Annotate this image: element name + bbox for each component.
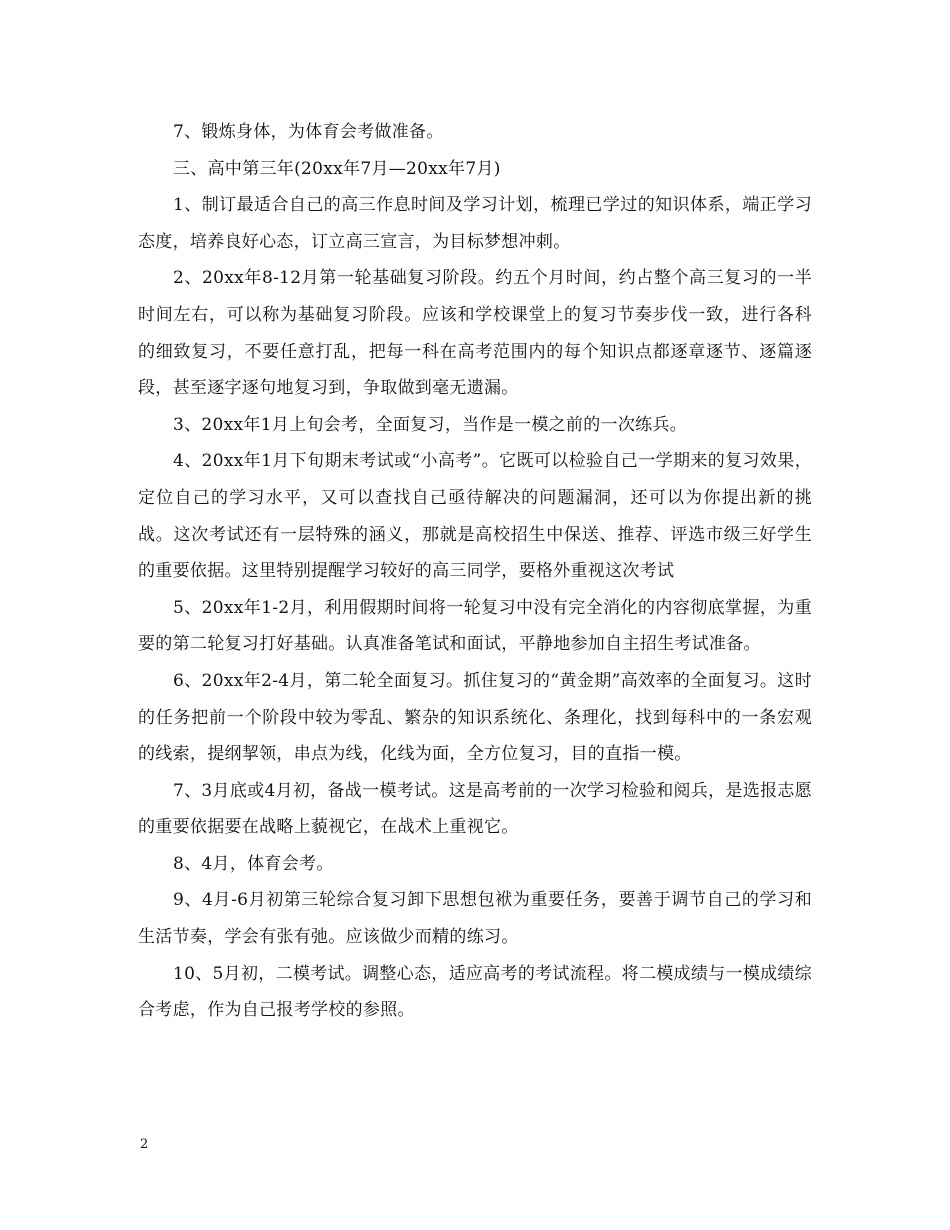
paragraph: 5、20xx年1-2月，利用假期时间将一轮复习中没有完全消化的内容彻底掌握，为重要的第二轮复习打好基础。认真准备笔试和面试，平静地参加自主招生考试准备。: [138, 597, 812, 655]
paragraph: 1、制订最适合自己的高三作息时间及学习计划，梳理已学过的知识体系，端正学习态度，培养良好心态，订立高三宣言，为目标梦想冲刺。: [138, 195, 812, 252]
section-heading: 三、高中第三年(20xx年7月—20xx年7月): [173, 158, 501, 179]
page-number: 2: [140, 1137, 149, 1152]
paragraph: 7、3月底或4月初，备战一模考试。这是高考前的一次学习检验和阅兵，是选报志愿的重要依据要在战略上藐视它，在战术上重视它。: [138, 780, 812, 838]
document-body: [138, 114, 812, 1029]
paragraph: 3、20xx年1月上旬会考，全面复习，当作是一模之前的一次练兵。: [173, 414, 688, 435]
paragraph: 7、锻炼身体，为体育会考做准备。: [173, 122, 444, 142]
paragraph: 10、5月初，二模考试。调整心态，适应高考的考试流程。将二模成绩与一模成绩综合考虑，作为自己报考学校的参照。: [138, 963, 812, 1021]
paragraph: 2、20xx年8-12月第一轮基础复习阶段。约五个月时间，约占整个高三复习的一半时间左右，可以称为基础复习阶段。应该和学校课堂上的复习节奏步伐一致，进行各科的细致复习，不要任意打乱，把每一科在高考范围内的每个知识点都逐章逐节、逐篇逐段，甚至逐字逐句地复习到，争取做到毫无遗漏。: [138, 268, 812, 399]
paragraph: 6、20xx年2-4月，第二轮全面复习。抓住复习的“黄金期”高效率的全面复习。这时的任务把前一个阶段中较为零乱、繁杂的知识系统化、条理化，找到每科中的一条宏观的线索，提纲挈领，串点为线，化线为面，全方位复习，目的直指一模。: [138, 670, 812, 765]
paragraph: 9、4月-6月初第三轮综合复习卸下思想包袱为重要任务，要善于调节自己的学习和生活节奏，学会有张有弛。应该做少而精的练习。: [138, 890, 812, 948]
paragraph: 4、20xx年1月下旬期末考试或“小高考”。它既可以检验自己一学期来的复习效果，定位自己的学习水平，又可以查找自己亟待解决的问题漏洞，还可以为你提出新的挑战。这次考试还有一层特殊的涵义，那就是高校招生中保送、推荐、评选市级三好学生的重要依据。这里特别提醒学习较好的高三同学，要格外重视这次考试: [138, 451, 812, 582]
paragraph: 8、4月，体育会考。: [173, 853, 334, 874]
